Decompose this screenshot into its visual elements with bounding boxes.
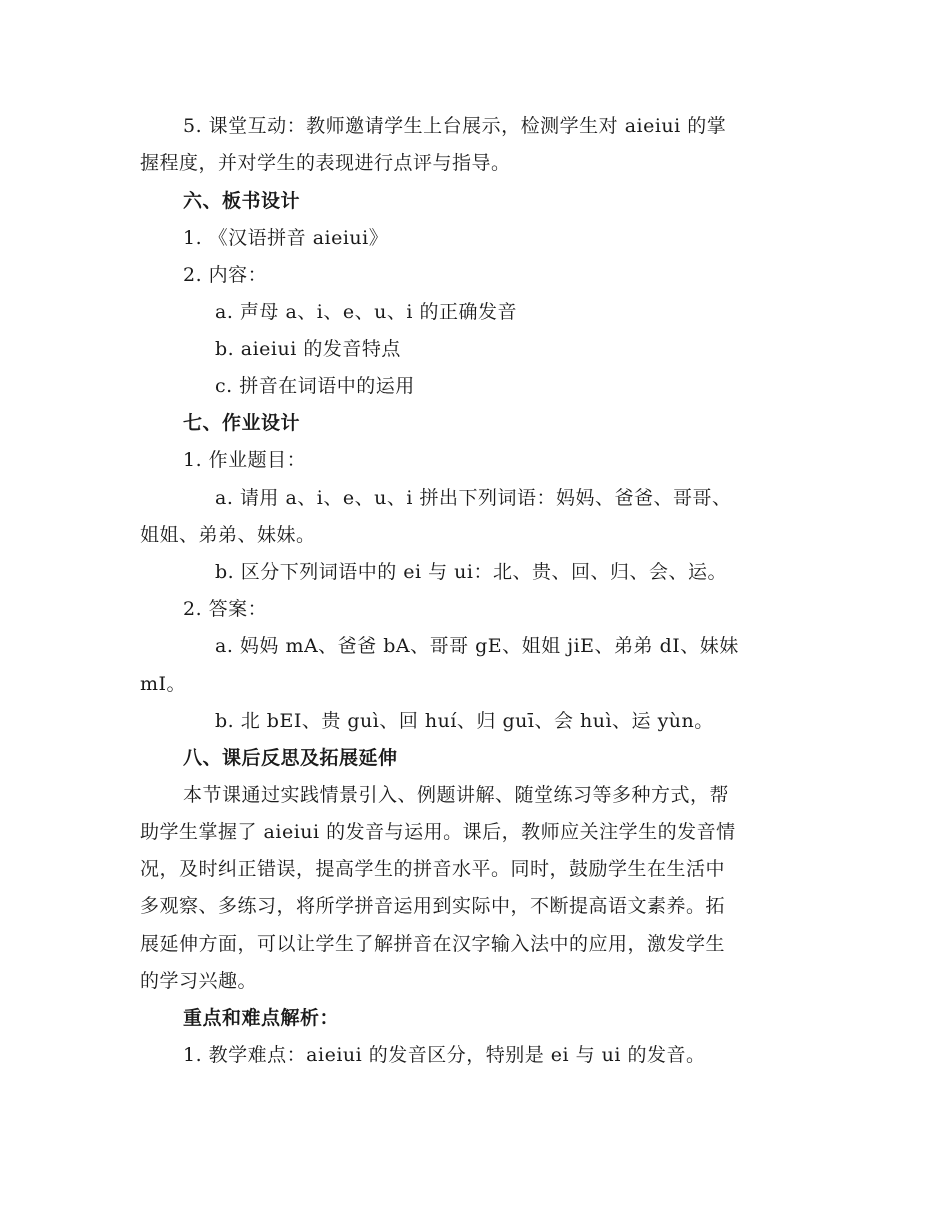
answer-a-line-2: mI。 (140, 673, 187, 695)
answer-a-line-1: a. 妈妈 mA、爸爸 bA、哥哥 gE、姐姐 jiE、弟弟 dI、妹妹 (215, 635, 739, 657)
board-subitem-a: a. 声母 a、i、e、u、i 的正确发音 (215, 301, 517, 323)
homework-item-2: 2. 答案： (183, 598, 268, 620)
section-heading-key-difficult-points: 重点和难点解析： (183, 1007, 340, 1029)
reflection-paragraph-line-2: 助学生掌握了 aieiui 的发音与运用。课后，教师应关注学生的发音情 (140, 821, 736, 843)
board-item-2: 2. 内容： (183, 264, 268, 286)
board-item-1: 1. 《汉语拼音 aieiui》 (183, 227, 389, 249)
homework-question-a-line-2: 姐姐、弟弟、妹妹。 (140, 524, 316, 546)
answer-b: b. 北 bEI、贵 guì、回 huí、归 guī、会 huì、运 yùn。 (215, 710, 714, 732)
section-heading-reflection: 八、课后反思及拓展延伸 (183, 747, 398, 769)
reflection-paragraph-line-5: 展延伸方面，可以让学生了解拼音在汉字输入法中的应用，激发学生 (140, 933, 726, 955)
homework-question-b: b. 区分下列词语中的 ei 与 ui：北、贵、回、归、会、运。 (215, 561, 727, 583)
board-subitem-c: c. 拼音在词语中的运用 (215, 375, 415, 397)
reflection-paragraph-line-1: 本节课通过实践情景引入、例题讲解、随堂练习等多种方式，帮 (183, 784, 730, 806)
homework-item-1: 1. 作业题目： (183, 449, 307, 471)
item-5-classroom-interaction-line-2: 握程度，并对学生的表现进行点评与指导。 (140, 152, 511, 174)
homework-question-a-line-1: a. 请用 a、i、e、u、i 拼出下列词语：妈妈、爸爸、哥哥、 (215, 487, 732, 509)
difficulty-item-1: 1. 教学难点：aieiui 的发音区分，特别是 ei 与 ui 的发音。 (183, 1044, 706, 1066)
reflection-paragraph-line-4: 多观察、多练习，将所学拼音运用到实际中，不断提高语文素养。拓 (140, 895, 726, 917)
item-5-classroom-interaction-line-1: 5. 课堂互动：教师邀请学生上台展示，检测学生对 aieiui 的掌 (183, 115, 727, 137)
reflection-paragraph-line-6: 的学习兴趣。 (140, 970, 258, 992)
board-subitem-b: b. aieiui 的发音特点 (215, 338, 401, 360)
reflection-paragraph-line-3: 况，及时纠正错误，提高学生的拼音水平。同时，鼓励学生在生活中 (140, 858, 726, 880)
section-heading-homework-design: 七、作业设计 (183, 412, 301, 434)
section-heading-board-design: 六、板书设计 (183, 190, 301, 212)
